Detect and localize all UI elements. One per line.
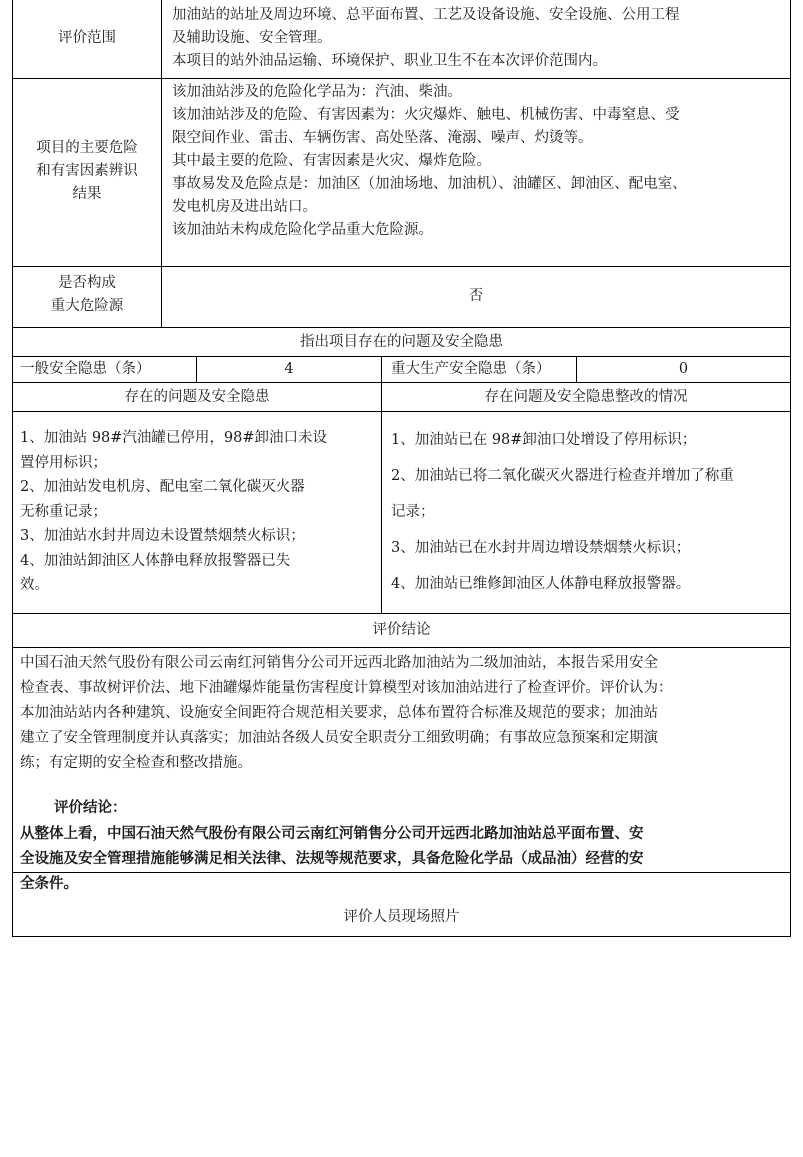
issue-item: 4、加油站卸油区人体静电释放报警器已失 (20, 552, 291, 569)
issue-item: 3、加油站水封井周边未设置禁烟禁火标识； (20, 528, 305, 544)
hazards-line: 其中最主要的危险、有害因素是火灾、爆炸危险。 (172, 153, 491, 169)
hazards-line: 该加油站涉及的危险、有害因素为：火灾爆炸、触电、机械伤害、中毒窒息、受 (172, 107, 680, 123)
issue-item: 效。 (20, 577, 49, 593)
issues-right-list (391, 422, 789, 602)
major-hazard-value: 否 (468, 288, 484, 304)
issue-item: 2、加油站发电机房、配电室二氧化碳灭火器 (20, 479, 305, 495)
hazards-label (12, 137, 162, 206)
general-count-value: 4 (284, 361, 294, 377)
conclusion-final-line: 从整体上看，中国石油天然气股份有限公司云南红河销售分公司开远西北路加油站总平面布置、安 (20, 825, 644, 842)
conclusion-line: 本加油站站内各种建筑、设施安全间距符合规范相关要求，总体布置符合标准及规范的要求；加油站 (20, 705, 658, 721)
conclusion-final-line: 全条件。 (20, 875, 78, 892)
general-count-label: 一般安全隐患（条） (20, 361, 151, 377)
conclusion-final-line: 全设施及安全管理措施能够满足相关法律、法规等规范要求，具备危险化学品（成品油）经营的安 (20, 850, 644, 867)
hazards-line: 事故易发及危险点是：加油区（加油场地、加油机）、油罐区、卸油区、配电室、 (172, 176, 687, 192)
hazards-label-line: 和有害因素辨识 (36, 163, 138, 179)
rectification-item: 记录； (391, 504, 435, 520)
issue-item: 1、加油站 98#汽油罐已停用，98#卸油口未设 (20, 430, 328, 446)
rectification-item: 1、加油站已在 98#卸油口处增设了停用标识； (391, 432, 697, 448)
hazards-line: 该加油站涉及的危险化学品为：汽油、柴油。 (172, 84, 462, 100)
rectification-item: 4、加油站已维修卸油区人体静电释放报警器。 (391, 576, 691, 592)
conclusion-subtitle: 评价结论： (54, 799, 127, 816)
photos-title: 评价人员现场照片 (343, 909, 460, 925)
conclusion-title: 评价结论 (372, 622, 431, 638)
rectification-item: 3、加油站已在水封井周边增设禁烟禁火标识； (391, 540, 691, 556)
conclusion-body (20, 651, 788, 776)
scope-line: 及辅助设施、安全管理。 (172, 30, 332, 46)
issues-title: 指出项目存在的问题及安全隐患 (300, 334, 503, 350)
major-hazard-label-line: 重大危险源 (50, 298, 124, 314)
conclusion-line: 中国石油天然气股份有限公司云南红河销售分公司开远西北路加油站为二级加油站，本报告采用安全 (20, 655, 658, 671)
major-hazard-label (12, 272, 162, 318)
major-hazard-label-line: 是否构成 (58, 275, 116, 291)
issue-item: 无称重记录； (20, 503, 107, 520)
conclusion-line: 练；有定期的安全检查和整改措施。 (20, 755, 252, 771)
hazards-line: 限空间作业、雷击、车辆伤害、高处坠落、淹溺、噪声、灼烫等。 (172, 130, 593, 146)
major-count-label: 重大生产安全隐患（条） (391, 361, 551, 377)
rectification-item: 2、加油站已将二氧化碳灭火器进行检查并增加了称重 (391, 468, 734, 484)
conclusion-line: 建立了安全管理制度并认真落实；加油站各级人员安全职责分工细致明确；有事故应急预案和定期演 (20, 730, 658, 746)
hazards-content (172, 81, 787, 242)
scope-label: 评价范围 (58, 30, 116, 46)
conclusion-line: 检查表、事故树评价法、地下油罐爆炸能量伤害程度计算模型对该加油站进行了检查评价。评价认为： (20, 680, 673, 696)
scope-line: 本项目的站外油品运输、环境保护、职业卫生不在本次评价范围内。 (172, 53, 607, 69)
hazards-line: 发电机房及进出站口。 (172, 199, 317, 215)
hazards-label-line: 项目的主要危险 (36, 140, 138, 156)
issue-item: 置停用标识； (20, 454, 107, 471)
scope-line: 加油站的站址及周边环境、总平面布置、工艺及设备设施、安全设施、公用工程 (172, 7, 680, 23)
issues-left-header: 存在的问题及安全隐患 (124, 389, 270, 405)
issues-left-list (20, 426, 380, 598)
major-count-value: 0 (678, 361, 689, 377)
hazards-label-line: 结果 (72, 186, 102, 202)
hazards-line: 该加油站未构成危险化学品重大危险源。 (172, 222, 433, 238)
scope-content (172, 4, 787, 73)
issues-right-header: 存在问题及安全隐患整改的情况 (484, 389, 688, 405)
